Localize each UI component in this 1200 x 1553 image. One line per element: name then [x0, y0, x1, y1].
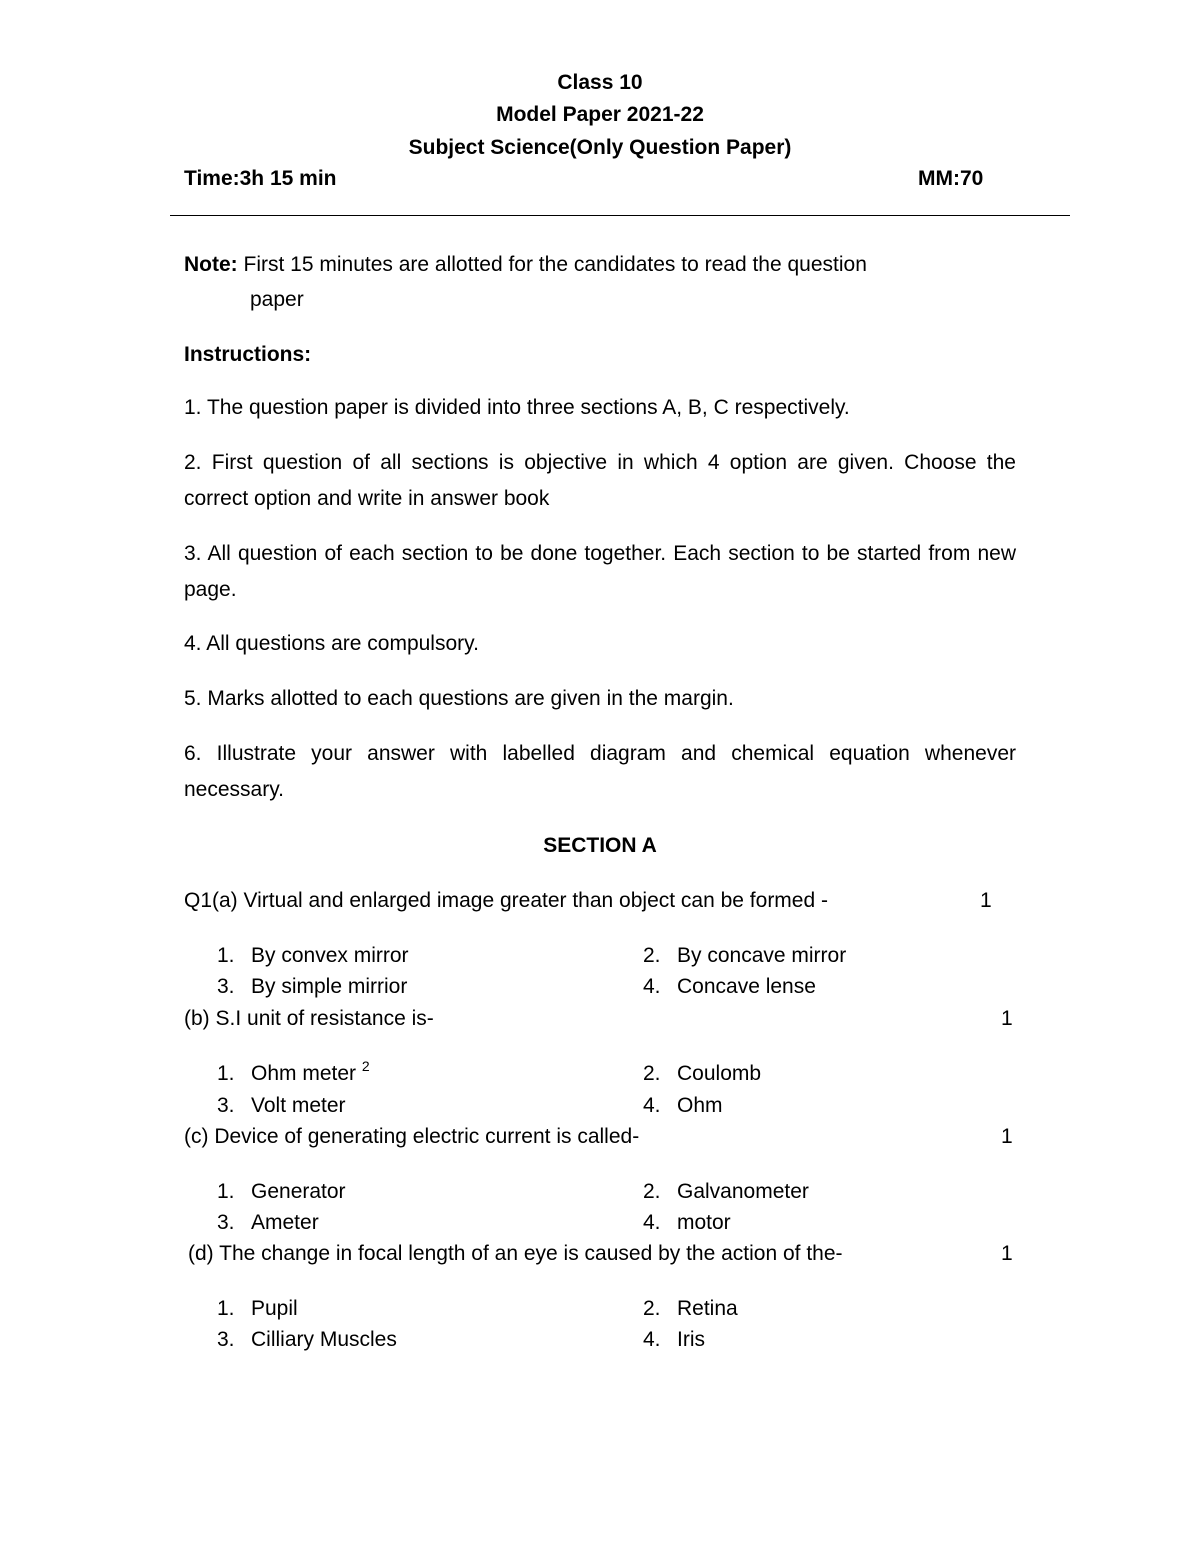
option	[217, 976, 407, 997]
subject-title: Subject Science(Only Question Paper)	[408, 136, 792, 159]
header-divider	[170, 215, 1070, 216]
option-text: Generator	[251, 1180, 346, 1203]
option-number: 2.	[643, 944, 661, 967]
option-text: By convex mirror	[251, 944, 409, 967]
note-line-1	[184, 254, 867, 275]
option-number: 2.	[643, 1297, 661, 1320]
option-text: Retina	[677, 1297, 738, 1320]
question-marks: 1	[1001, 1007, 1013, 1030]
note-label: Note:	[184, 253, 238, 276]
option-text: By concave mirror	[677, 944, 847, 967]
question-text: Q1(a) Virtual and enlarged image greater than object can be formed -	[184, 889, 828, 912]
option-number: 2.	[643, 1062, 661, 1085]
option-number: 3.	[217, 975, 235, 998]
max-marks-label: MM:70	[918, 167, 984, 190]
class-title: Class 10	[557, 71, 643, 94]
option	[643, 1063, 761, 1084]
note-line-2: paper	[250, 288, 304, 311]
option-number: 1.	[217, 944, 235, 967]
question-text: (d) The change in focal length of an eye is caused by the action of the-	[188, 1242, 843, 1265]
option-number: 4.	[643, 1094, 661, 1117]
option-number: 1.	[217, 1062, 235, 1085]
question-text: (c) Device of generating electric current is called-	[184, 1125, 640, 1148]
option-number: 1.	[217, 1180, 235, 1203]
instruction-item: 1. The question paper is divided into three sections A, B, C respectively.	[184, 396, 850, 419]
question-text: (b) S.I unit of resistance is-	[184, 1007, 434, 1030]
option-number: 4.	[643, 1211, 661, 1234]
question-marks: 1	[1001, 1242, 1013, 1265]
option-text: By simple mirrior	[251, 975, 408, 998]
question-marks: 1	[980, 889, 992, 912]
option-text: motor	[677, 1211, 731, 1234]
option-superscript: 2	[361, 1058, 370, 1074]
option-text: Concave lense	[677, 975, 816, 998]
option	[643, 1181, 809, 1202]
option-text: Ohm	[677, 1094, 723, 1117]
option-text: Ohm meter	[251, 1062, 362, 1085]
option	[217, 945, 409, 966]
option	[643, 945, 846, 966]
paper-title: Model Paper 2021-22	[496, 103, 704, 126]
instruction-item: 3. All question of each section to be done together. Each section to be started from new page.	[184, 542, 1016, 601]
option	[643, 1095, 723, 1116]
question-marks: 1	[1001, 1125, 1013, 1148]
option-number: 4.	[643, 1328, 661, 1351]
option	[217, 1058, 370, 1085]
option-text: Volt meter	[251, 1094, 346, 1117]
option-text: Ameter	[251, 1211, 319, 1234]
instruction-item: 5. Marks allotted to each questions are given in the margin.	[184, 687, 734, 710]
instruction-item: 2. First question of all sections is objective in which 4 option are given. Choose the correct option and write in answer book	[184, 451, 1016, 510]
option	[217, 1329, 397, 1350]
note-text: First 15 minutes are allotted for the candidates to read the question	[243, 253, 867, 276]
option-number: 3.	[217, 1211, 235, 1234]
option	[217, 1095, 346, 1116]
option-number: 3.	[217, 1094, 235, 1117]
instructions-heading: Instructions:	[184, 343, 312, 366]
option-number: 1.	[217, 1297, 235, 1320]
option-number: 4.	[643, 975, 661, 998]
instruction-item: 6. Illustrate your answer with labelled diagram and chemical equation whenever necessary.	[184, 742, 1016, 801]
option-number: 2.	[643, 1180, 661, 1203]
option-number: 3.	[217, 1328, 235, 1351]
option	[217, 1298, 298, 1319]
option-text: Galvanometer	[677, 1180, 809, 1203]
option-text: Iris	[677, 1328, 705, 1351]
option	[643, 1212, 731, 1233]
option-text: Coulomb	[677, 1062, 762, 1085]
time-label: Time:3h 15 min	[184, 167, 337, 190]
option-text: Pupil	[251, 1297, 298, 1320]
option	[643, 1329, 705, 1350]
instruction-item: 4. All questions are compulsory.	[184, 632, 479, 655]
option	[217, 1212, 319, 1233]
option-text: Cilliary Muscles	[251, 1328, 397, 1351]
option	[643, 1298, 738, 1319]
option	[217, 1181, 346, 1202]
section-title: SECTION A	[543, 834, 657, 857]
option	[643, 976, 816, 997]
